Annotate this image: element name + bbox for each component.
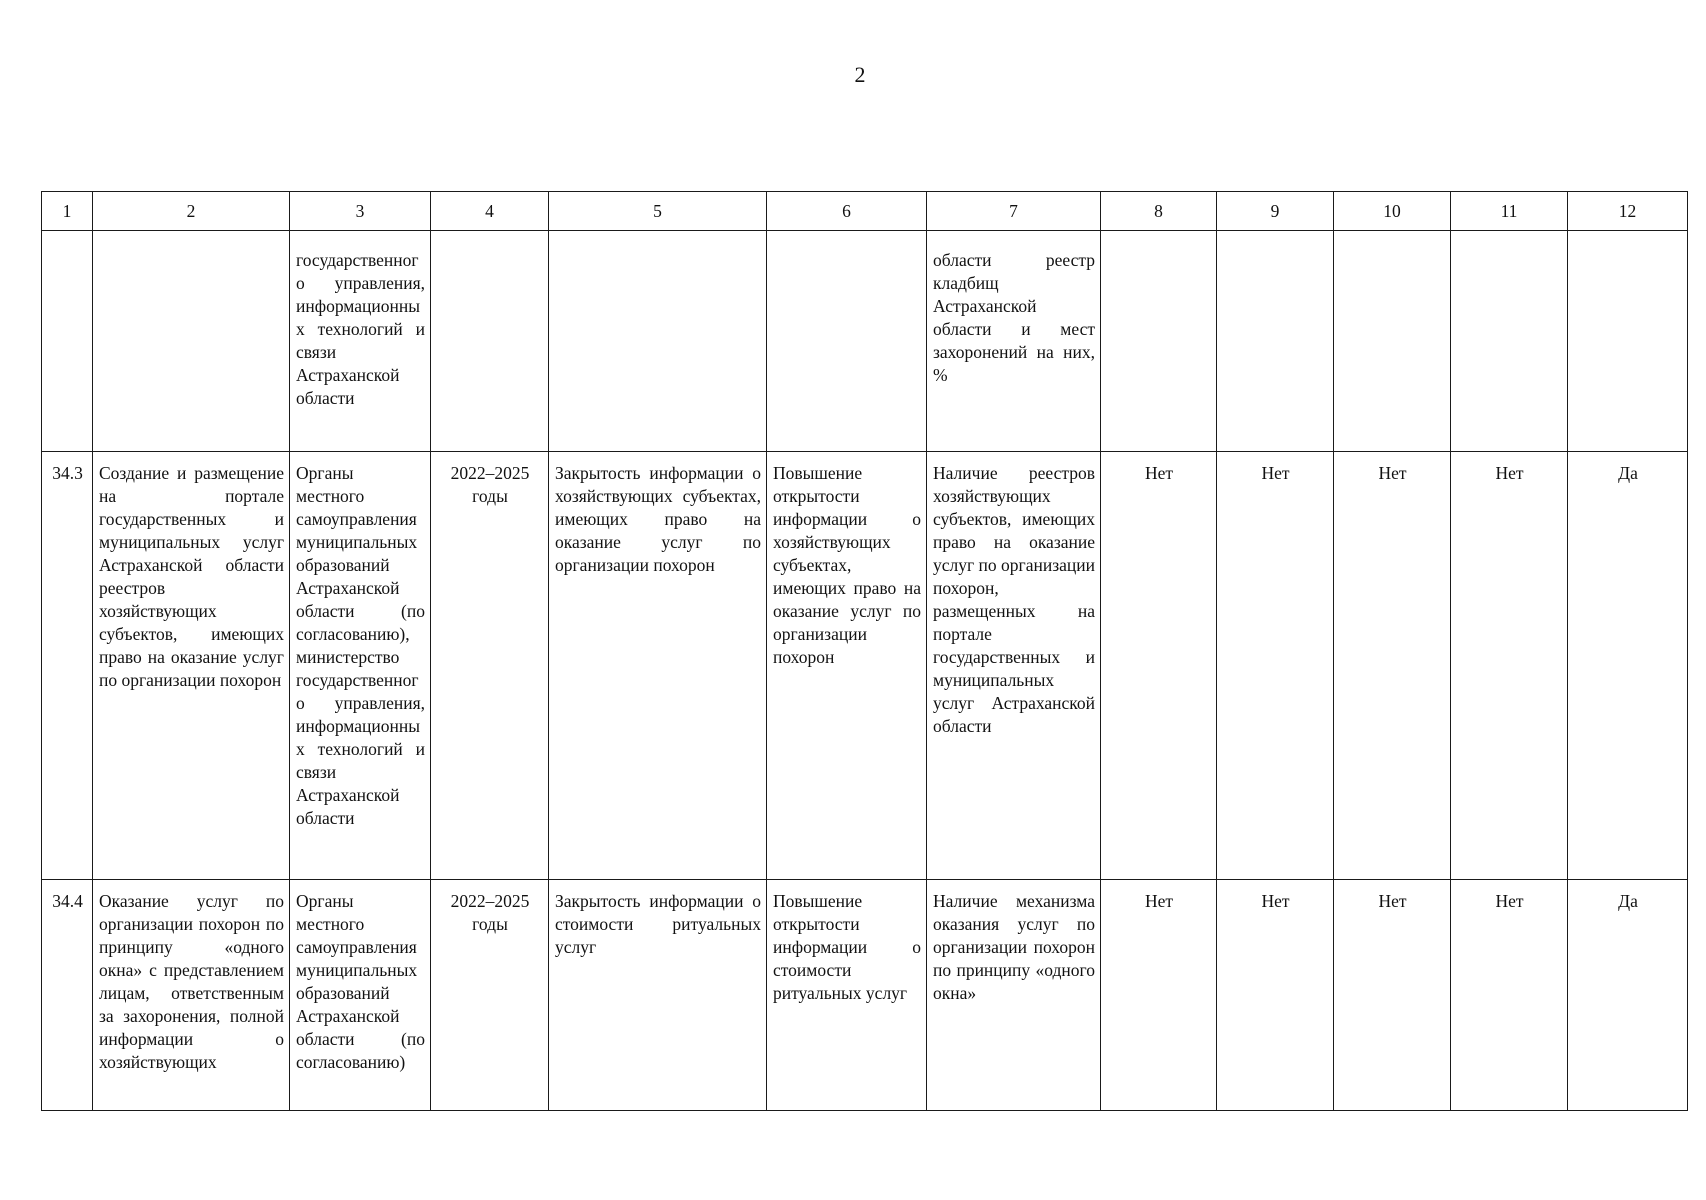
cell-value-12 (1568, 231, 1688, 452)
header-row (42, 192, 1688, 231)
cell-number (42, 231, 93, 452)
column-header-12: 12 (1568, 192, 1688, 231)
column-header-1: 1 (42, 192, 93, 231)
column-header-7: 7 (927, 192, 1101, 231)
cell-measure (93, 231, 290, 452)
page-number: 2 (854, 62, 866, 87)
cell-problem: Закрытость информации о стоимости ритуальных услуг (549, 880, 767, 1111)
measures-table (41, 191, 1688, 1111)
cell-problem (549, 231, 767, 452)
cell-value-9: Нет (1217, 880, 1334, 1111)
cell-measure: Создание и размещение на портале государственных и муниципальных услуг Астраханской области реестров хозяйствующих субъектов, имеющих право на оказание услуг по организации похорон (93, 452, 290, 880)
cell-value-8: Нет (1101, 880, 1217, 1111)
column-header-2: 2 (93, 192, 290, 231)
cell-measure: Оказание услуг по организации похорон по принципу «одного окна» с представлением лицам, ответственным за захоронения, полной информации о хозяйствующих (93, 880, 290, 1111)
table-row-34-4 (42, 880, 1688, 1111)
cell-period (431, 231, 549, 452)
cell-value-10: Нет (1334, 880, 1451, 1111)
cell-value-8 (1101, 231, 1217, 452)
cell-responsible: Органы местного самоуправления муниципальных образований Астраханской области (по согласованию), министерство государственного управления, информационных технологий и связи Астраханской области (290, 452, 431, 880)
cell-problem: Закрытость информации о хозяйствующих субъектах, имеющих право на оказание услуг по организации похорон (549, 452, 767, 880)
column-header-6: 6 (767, 192, 927, 231)
column-header-8: 8 (1101, 192, 1217, 231)
column-header-10: 10 (1334, 192, 1451, 231)
column-header-4: 4 (431, 192, 549, 231)
cell-indicator: Наличие механизма оказания услуг по организации похорон по принципу «одного окна» (927, 880, 1101, 1111)
cell-value-10: Нет (1334, 452, 1451, 880)
column-header-5: 5 (549, 192, 767, 231)
cell-indicator: Наличие реестров хозяйствующих субъектов, имеющих право на оказание услуг по организации похорон, размещенных на портале государственных и муниципальных услуг Астраханской области (927, 452, 1101, 880)
cell-value-11 (1451, 231, 1568, 452)
cell-value-9: Нет (1217, 452, 1334, 880)
cell-value-10 (1334, 231, 1451, 452)
cell-result: Повышение открытости информации о хозяйствующих субъектах, имеющих право на оказание услуг по организации похорон (767, 452, 927, 880)
table-row-34-3 (42, 452, 1688, 880)
cell-value-12: Да (1568, 880, 1688, 1111)
cell-responsible: государственного управления, информационных технологий и связи Астраханской области (290, 231, 431, 452)
column-header-3: 3 (290, 192, 431, 231)
cell-indicator: области реестр кладбищ Астраханской области и мест захоронений на них, % (927, 231, 1101, 452)
table-row-continuation (42, 231, 1688, 452)
column-header-11: 11 (1451, 192, 1568, 231)
cell-result: Повышение открытости информации о стоимости ритуальных услуг (767, 880, 927, 1111)
cell-value-11: Нет (1451, 452, 1568, 880)
cell-value-8: Нет (1101, 452, 1217, 880)
cell-result (767, 231, 927, 452)
cell-period: 2022–2025 годы (431, 880, 549, 1111)
cell-number: 34.4 (42, 880, 93, 1111)
cell-value-12: Да (1568, 452, 1688, 880)
cell-number: 34.3 (42, 452, 93, 880)
cell-period: 2022–2025 годы (431, 452, 549, 880)
cell-value-11: Нет (1451, 880, 1568, 1111)
cell-responsible: Органы местного самоуправления муниципальных образований Астраханской области (по согласованию) (290, 880, 431, 1111)
column-header-9: 9 (1217, 192, 1334, 231)
cell-value-9 (1217, 231, 1334, 452)
